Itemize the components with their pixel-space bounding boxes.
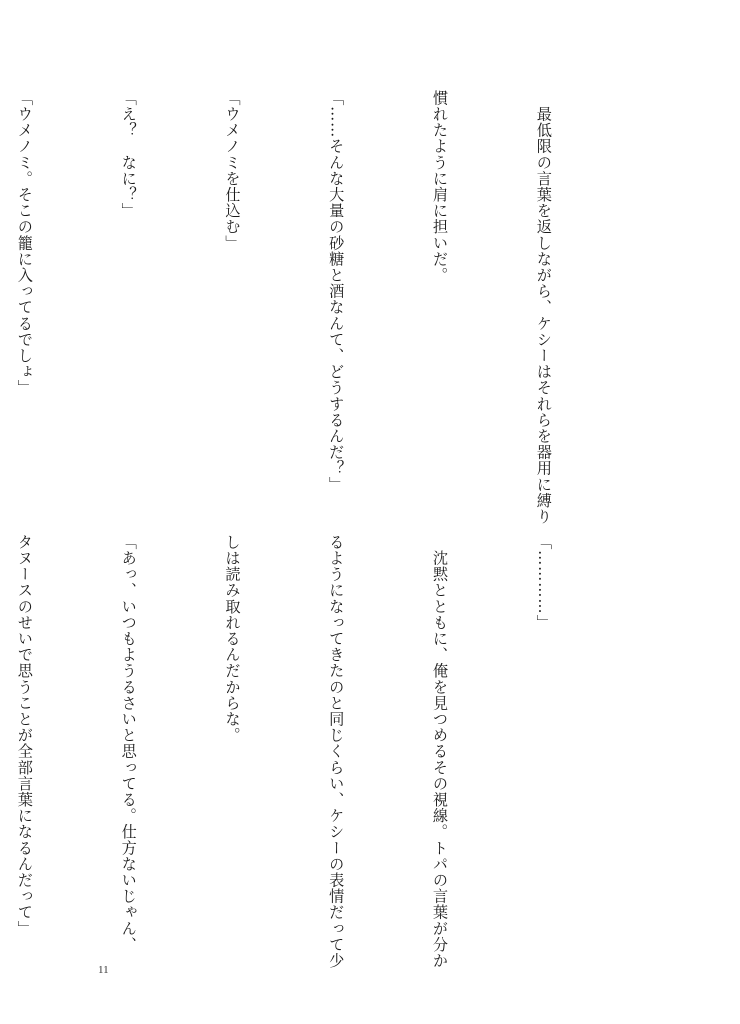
text-line: 最低限の言葉を返しながら、ケシーはそれらを器用に縛り: [534, 90, 553, 525]
text-line: 「…………」: [534, 534, 553, 631]
text-line: 「ウメノミ。そこの籠に入ってるでしょ」: [15, 90, 34, 396]
text-line: タヌースのせいで思うことが全部言葉になるんだって」: [15, 534, 34, 937]
text-line: 慣れたように肩に担いだ。: [431, 90, 450, 284]
text-line: 「え？ なに？」: [119, 90, 138, 219]
text-line: 「ウメノミを仕込む」: [223, 90, 242, 251]
text-line: 「あっ、いつもようるさいと思ってる。仕方ないじゃん、: [119, 534, 138, 953]
text-line: 「……そんな大量の砂糖と酒なんて、どうするんだ？」: [327, 90, 346, 493]
text-line: るようになってきたのと同じくらい、ケシーの表情だって少: [327, 534, 346, 969]
text-line: しは読み取れるんだからな。: [223, 534, 242, 744]
text-line: 沈黙とともに、俺を見つめるその視線。トパの言葉が分か: [431, 534, 450, 969]
lower-text-block: [15, 534, 630, 969]
upper-text-block: [15, 90, 630, 525]
page-number: 11: [98, 964, 109, 976]
